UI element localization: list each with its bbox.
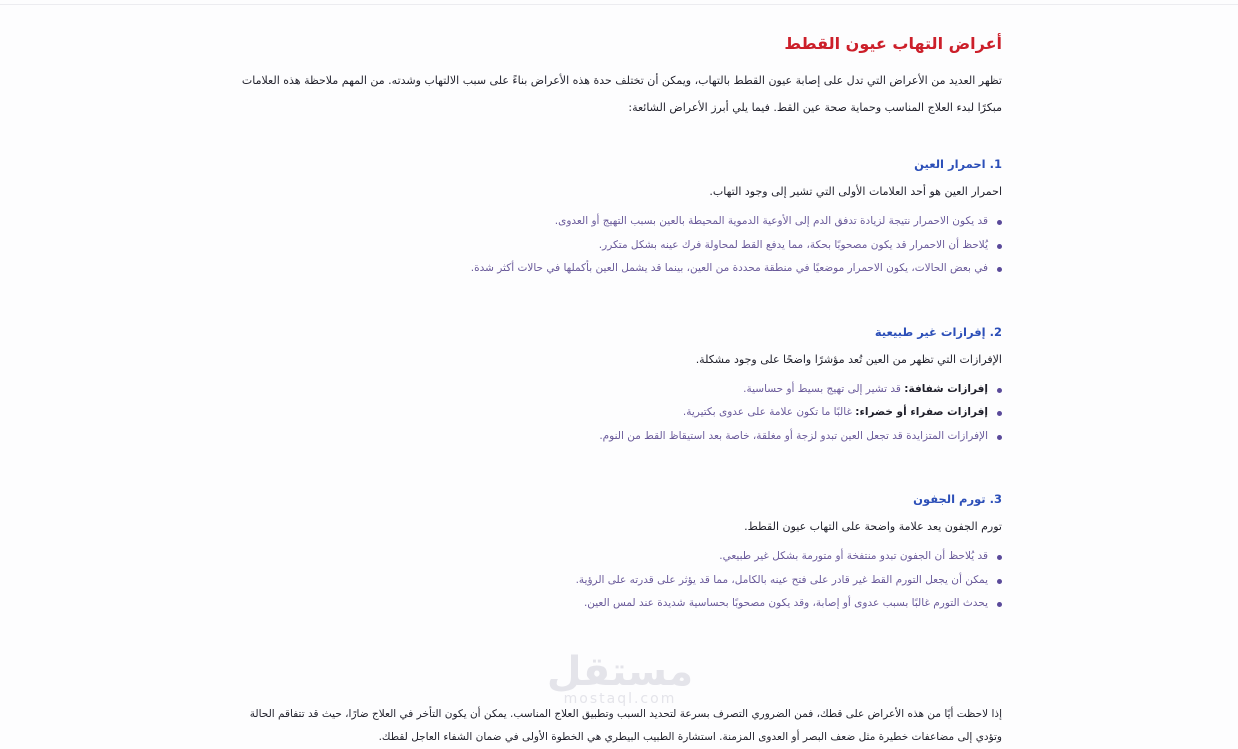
section-title: 3. تورم الجفون [913, 492, 1002, 506]
list-item: إفرازات شفافة: قد تشير إلى تهيج بسيط أو حساسية. [230, 378, 1002, 402]
list-item: يمكن أن يجعل التورم القط غير قادر على فتح عينه بالكامل، مما قد يؤثر على قدرته على الرؤية. [230, 569, 1002, 593]
list-item: إفرازات صفراء أو خضراء: غالبًا ما تكون علامة على عدوى بكتيرية. [230, 401, 1002, 425]
bullet-icon [997, 244, 1002, 249]
section-eye-redness [230, 157, 1002, 281]
bullet-icon [997, 435, 1002, 440]
bullet-icon [997, 220, 1002, 225]
section-lead: الإفرازات التي تظهر من العين تُعد مؤشرًا واضحًا على وجود مشكلة. [695, 352, 1002, 366]
bullet-icon [997, 555, 1002, 560]
bullet-icon [997, 411, 1002, 416]
list-item: يُلاحظ أن الاحمرار قد يكون مصحوبًا بحكة، مما يدفع القط لمحاولة فرك عينه بشكل متكرر. [230, 234, 1002, 258]
article [230, 26, 1002, 616]
section-lead: تورم الجفون يعد علامة واضحة على التهاب عيون القطط. [744, 520, 1002, 533]
bullet-icon [997, 602, 1002, 607]
watermark-logo: مستقل [546, 649, 694, 695]
article-conclusion: إذا لاحظت أيًا من هذه الأعراض على قطك، فمن الضروري التصرف بسرعة لتحديد السبب وتطبيق العلاج المناسب. يمكن أن يكون التأخر في العلاج ضارًا، حيث قد تتفاقم الحالة وتؤدي إلى مضاعفات خطيرة مثل ضعف البصر أو العدوى المزمنة. استشارة الطبيب البيطري هي الخطوة الأولى في ضمان الشفاء العاجل لقطك. [249, 707, 1002, 743]
section-title: 1. احمرار العين [914, 157, 1002, 171]
watermark-domain: mostaql.com [563, 691, 677, 707]
section-eyelid-swelling [230, 492, 1002, 616]
section-title: 2. إفرازات غير طبيعية [874, 324, 1002, 339]
article-intro: تظهر العديد من الأعراض التي تدل على إصابة عيون القطط بالتهاب، ويمكن أن تختلف حدة هذه الأعراض بناءً على سبب الالتهاب وشدته. من المهم ملاحظة هذه العلامات مبكرًا لبدء العلاج المناسب وحماية صحة عين القط. فيما يلي أبرز الأعراض الشائعة: [241, 74, 1002, 114]
article-title: أعراض التهاب عيون القطط [784, 34, 1002, 53]
list-item: قد يُلاحظ أن الجفون تبدو منتفخة أو متورمة بشكل غير طبيعي. [230, 545, 1002, 569]
top-divider [0, 4, 1238, 5]
section-lead: احمرار العين هو أحد العلامات الأولى التي تشير إلى وجود التهاب. [709, 185, 1002, 198]
symptom-list [230, 210, 1002, 281]
symptom-list [230, 378, 1002, 449]
list-item: يحدث التورم غالبًا بسبب عدوى أو إصابة، وقد يكون مصحوبًا بحساسية شديدة عند لمس العين. [230, 592, 1002, 616]
symptom-list [230, 545, 1002, 616]
section-discharge [230, 325, 1002, 449]
list-item: في بعض الحالات، يكون الاحمرار موضعيًا في منطقة محددة من العين، بينما قد يشمل العين بأكملها في حالات أكثر شدة. [230, 257, 1002, 281]
bullet-icon [997, 267, 1002, 272]
bullet-icon [997, 579, 1002, 584]
list-item: الإفرازات المتزايدة قد تجعل العين تبدو لزجة أو مغلقة، خاصة بعد استيقاظ القط من النوم. [230, 425, 1002, 449]
bullet-icon [997, 388, 1002, 393]
list-item: قد يكون الاحمرار نتيجة لزيادة تدفق الدم إلى الأوعية الدموية المحيطة بالعين بسبب التهيج أو العدوى. [230, 210, 1002, 234]
